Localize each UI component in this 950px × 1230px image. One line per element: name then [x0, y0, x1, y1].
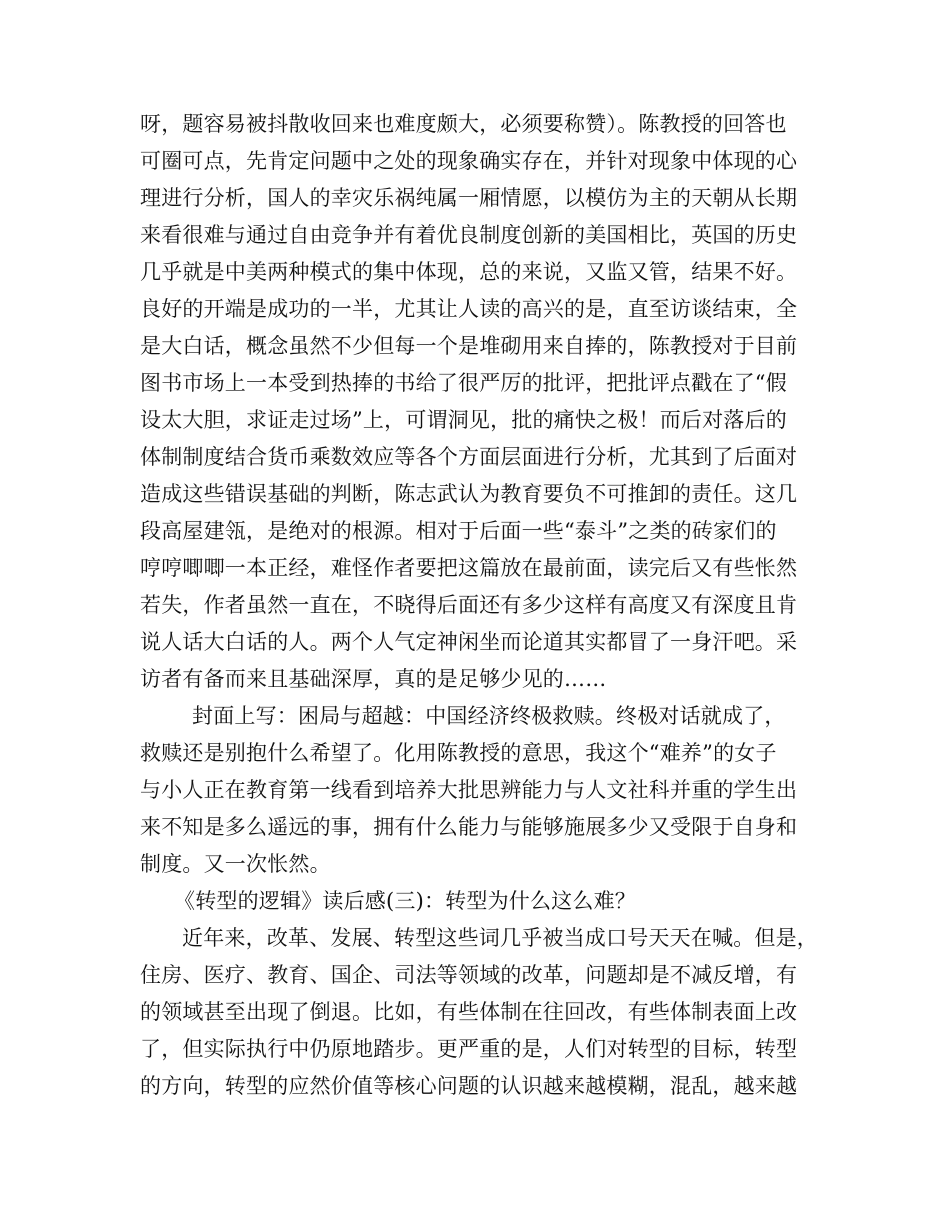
- text-line: 可圈可点，先肯定问题中之处的现象确实存在，并针对现象中体现的心: [140, 149, 798, 173]
- text-line: 是大白话，概念虽然不少但每一个是堆砌用来自捧的，陈教授对于目前: [140, 334, 798, 358]
- paragraph: [140, 698, 820, 883]
- text-line: 体制制度结合货币乘数效应等各个方面层面进行分析，尤其到了后面对: [140, 445, 798, 469]
- text-line: 的方向，转型的应然价值等核心问题的认识越来越模糊，混乱，越来越: [140, 1074, 798, 1098]
- text-line: 若失，作者虽然一直在，不晓得后面还有多少这样有高度又有深度且肯: [140, 593, 798, 617]
- text-line: 哼哼唧唧一本正经，难怪作者要把这篇放在最前面，读完后又有些怅然: [140, 556, 798, 580]
- text-line: 《转型的逻辑》读后感(三)：转型为什么这么难？: [174, 889, 636, 913]
- text-line: 段高屋建瓴，是绝对的根源。相对于后面一些“泰斗”之类的砖家们的: [140, 519, 777, 543]
- text-line: 造成这些错误基础的判断，陈志武认为教育要负不可推卸的责任。这几: [140, 482, 798, 506]
- paragraph: [140, 883, 820, 920]
- text-line: 近年来，改革、发展、转型这些词几乎被当成口号天天在喊。但是，: [182, 926, 818, 950]
- text-line: 封面上写：困局与超越：中国经济终极救赎。终极对话就成了，: [192, 704, 786, 728]
- text-line: 良好的开端是成功的一半，尤其让人读的高兴的是，直至访谈结束，全: [140, 297, 798, 321]
- document-body: [140, 106, 820, 1105]
- text-line: 的领域甚至出现了倒退。比如，有些体制在往回改，有些体制表面上改: [140, 1000, 798, 1024]
- text-line: 制度。又一次怅然。: [140, 852, 331, 876]
- text-line: 访者有备而来且基础深厚，真的是足够少见的……: [140, 667, 607, 691]
- text-line: 救赎还是别抱什么希望了。化用陈教授的意思，我这个“难养”的女子: [140, 741, 777, 765]
- text-line: 来看很难与通过自由竞争并有着优良制度创新的美国相比，英国的历史: [140, 223, 798, 247]
- text-line: 几乎就是中美两种模式的集中体现，总的来说，又监又管，结果不好。: [140, 260, 798, 284]
- text-line: 与小人正在教育第一线看到培养大批思辨能力与人文社科并重的学生出: [140, 778, 798, 802]
- paragraph: [140, 106, 820, 698]
- text-line: 住房、医疗、教育、国企、司法等领域的改革，问题却是不减反增，有: [140, 963, 798, 987]
- text-line: 图书市场上一本受到热捧的书给了很严厉的批评，把批评点戳在了“假: [140, 371, 787, 395]
- text-line: 了，但实际执行中仍原地踏步。更严重的是，人们对转型的目标，转型: [140, 1037, 798, 1061]
- paragraph: [140, 920, 820, 1105]
- text-line: 说人话大白话的人。两个人气定神闲坐而论道其实都冒了一身汗吧。采: [140, 630, 798, 654]
- text-line: 设太大胆，求证走过场”上，可谓洞见，批的痛快之极！而后对落后的: [140, 408, 787, 432]
- text-line: 理进行分析，国人的幸灾乐祸纯属一厢情愿，以模仿为主的天朝从长期: [140, 186, 798, 210]
- text-line: 呀，题容易被抖散收回来也难度颇大，必须要称赞）。陈教授的回答也: [140, 112, 787, 136]
- text-line: 来不知是多么遥远的事，拥有什么能力与能够施展多少又受限于自身和: [140, 815, 798, 839]
